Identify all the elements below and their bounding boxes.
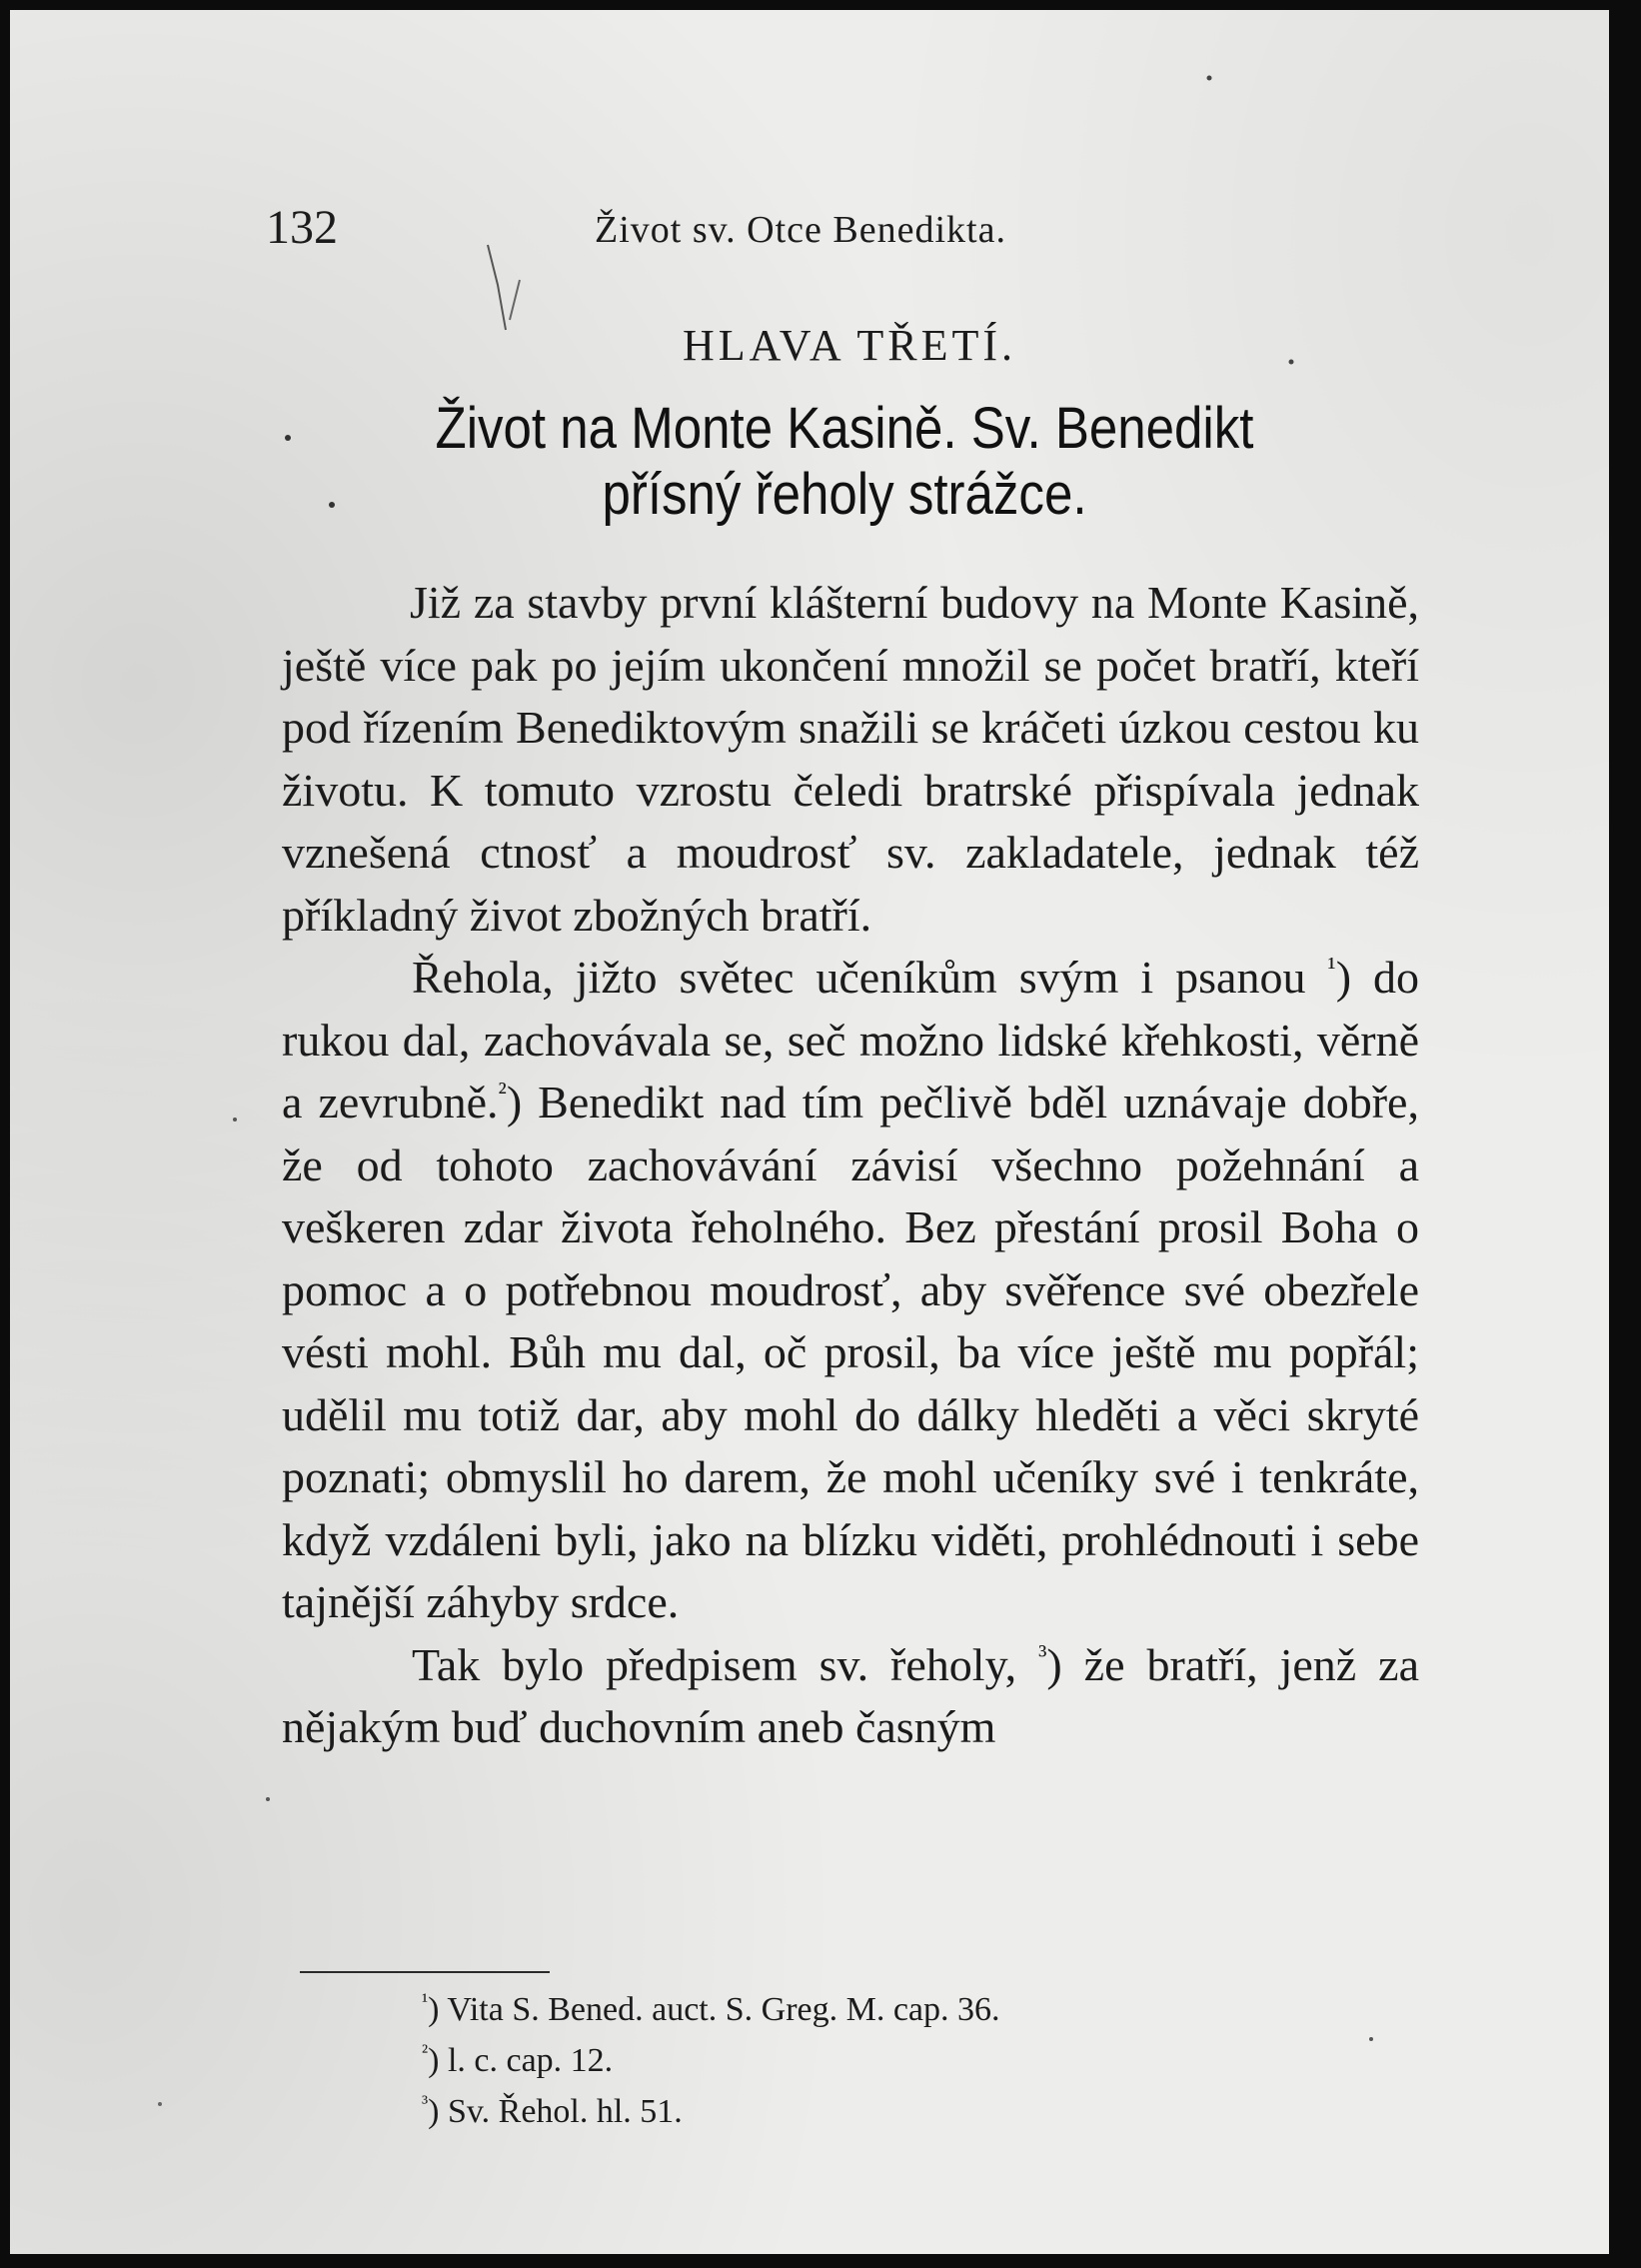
pencil-mark-2	[510, 280, 520, 320]
page-number: 132	[266, 201, 338, 254]
footnote-ref-3: ³	[1038, 1638, 1047, 1670]
chapter-title-line-2: přísný řeholy strážce.	[602, 462, 1087, 527]
chapter-label: HLAVA TŘETÍ.	[682, 321, 1017, 370]
footnote-marker-2: ²	[422, 2041, 429, 2064]
speck	[285, 435, 291, 441]
speck	[1207, 76, 1212, 81]
book-page	[10, 10, 1609, 2254]
paragraph-2-text-b: ) do rukou dal, zachovávala se, seč možno lidské křehkosti, věrně a zevrubně.	[282, 952, 1419, 1128]
footnote-marker-1: ¹	[422, 1990, 429, 2013]
footnote-ref-1: ¹	[1327, 951, 1336, 983]
footnote-text-2: ) l. c. cap. 12.	[428, 2042, 614, 2079]
speck	[233, 1118, 237, 1122]
running-title: Život sv. Otce Benedikta.	[595, 209, 1006, 251]
speck	[1289, 360, 1294, 365]
paragraph-1: Již za stavby první klášterní budovy na Monte Kasině, ještě více pak po jejím ukončení množil se počet bratří, kteří pod řízením Benediktovým snažili se kráčeti úzkou cestou ku životu. K tomuto vzrostu čeledi bratrské přispívala jednak vznešená ctnosť a moudrosť sv. zakladatele, jednak též příkladný život zbožných bratří.	[282, 577, 1419, 941]
speck	[329, 502, 335, 508]
paragraph-3-text-b: ) že bratří, jenž za nějakým buď duchovním aneb časným	[282, 1638, 1419, 1752]
footnote-text-3: ) Sv. Řehol. hl. 51.	[428, 2093, 683, 2130]
footnote-text-1: ) Vita S. Bened. auct. S. Greg. M. cap. 36.	[428, 1991, 1000, 2028]
footnote-marker-3: ³	[422, 2092, 429, 2115]
footnote-ref-2: ²	[498, 1076, 507, 1108]
pencil-mark	[488, 245, 506, 330]
speck	[158, 2102, 162, 2106]
chapter-title-line-1: Život na Monte Kasině. Sv. Benedikt	[435, 396, 1254, 461]
speck	[1369, 2037, 1373, 2041]
paragraph-3-text-a: Tak bylo předpisem sv. řeholy,	[412, 1638, 1039, 1690]
paragraph-2-text-c: ) Benedikt nad tím pečlivě bděl uznávaje dobře, že od tohoto zachovávání závisí všechno požehnání a veškeren zdar života řeholného. Bez přestání prosil Boha o pomoc a o potřebnou moudrosť, aby svěřence své obezřele vésti mohl. Bůh mu dal, oč prosil, ba více ještě mu popřál; udělil mu totiž dar, aby mohl do dálky hleděti a věci skryté poznati; obmyslil ho darem, že mohl učeníky své i tenkráte, když vzdáleni byli, jako na blízku viděti, prohlédnouti i sebe tajnější záhyby srdce.	[282, 1077, 1419, 1627]
speck	[266, 1797, 270, 1801]
paper-specks	[10, 10, 1609, 2254]
paragraph-2-text-a: Řehola, jižto světec učeníkům svým i psanou	[412, 952, 1328, 1003]
